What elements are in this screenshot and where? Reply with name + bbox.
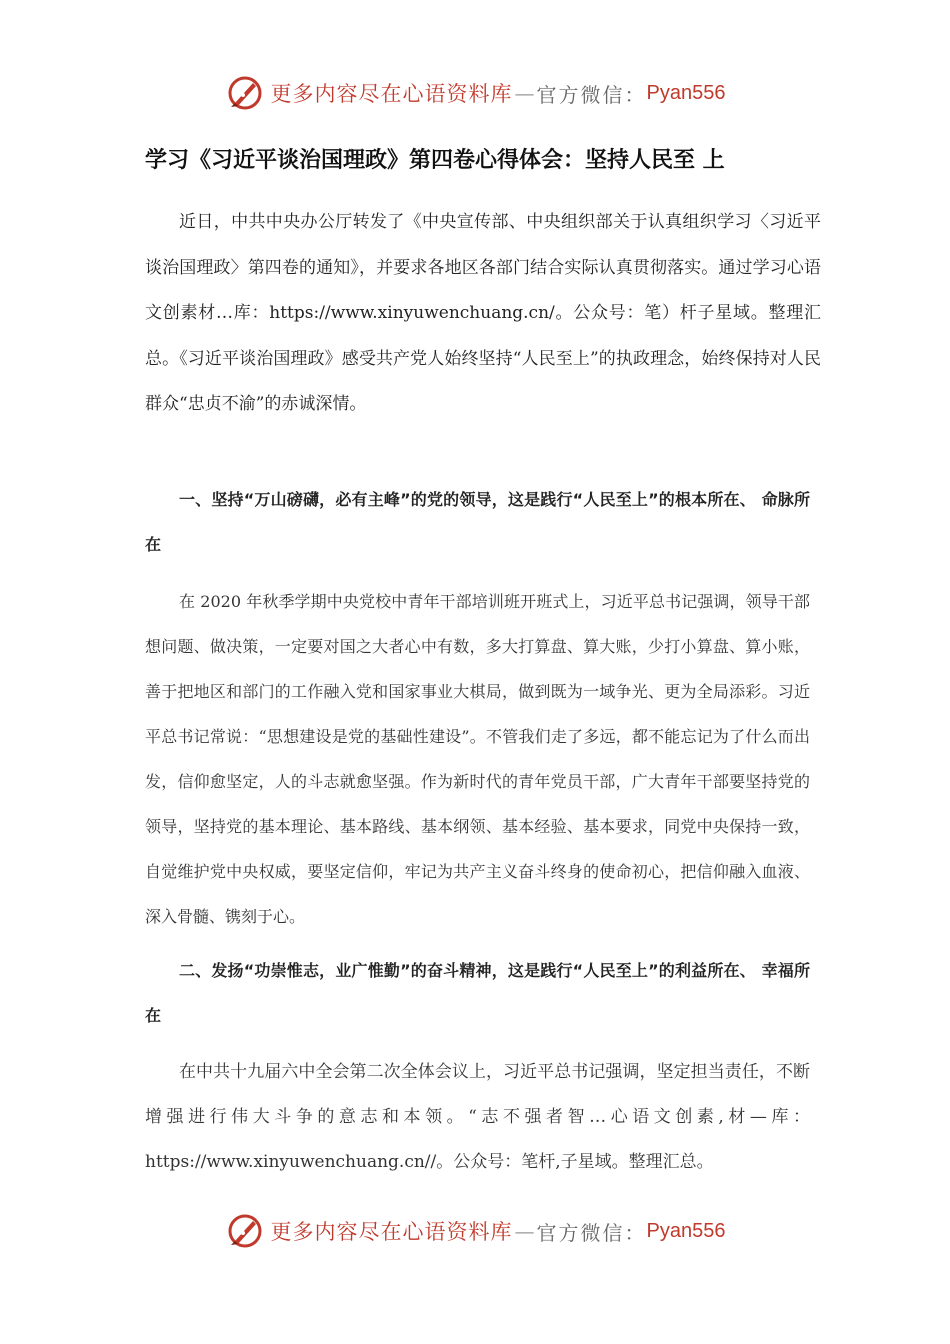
banner-wechat-label: 官方微信： [536, 82, 647, 107]
section-body-2: 在中共十九届六中全会第二次全体会议上，习近平总书记强调，坚定担当责任，不断增强进行伟大斗争的意志和本领。“志不强者智…心语文创素,材—库：https://www.xinyuwenchuang.cn//。公众号：笔杆,子星域。整理汇总。 [145, 1062, 810, 1172]
banner-wechat-id: Pyan556 [646, 1219, 726, 1242]
banner-main-text: 更多内容尽在心语资料库 [270, 1220, 513, 1244]
footer-banner [0, 1210, 950, 1252]
section-heading-1: 一、坚持“万山磅礴，必有主峰”的党的领导，这是践行“人民至上”的根本所在、 命脉所在 [145, 490, 810, 554]
banner-dash: — [514, 81, 535, 105]
section-heading-2: 二、发扬“功崇惟志，业广惟勤”的奋斗精神，这是践行“人民至上”的利益所在、 幸福所在 [145, 961, 810, 1025]
header-banner [0, 72, 950, 114]
banner-main-text: 更多内容尽在心语资料库 [270, 82, 513, 106]
footer-banner-content [225, 1211, 726, 1251]
banner-dash: — [514, 1219, 535, 1243]
banner-wechat-id: Pyan556 [646, 81, 726, 104]
pen-logo-icon [225, 1211, 265, 1251]
page-title: 学习《习近平谈治国理政》第四卷心得体会：坚持人民至 上 [145, 148, 725, 173]
header-banner-content [225, 73, 726, 113]
pen-logo-icon [225, 73, 265, 113]
intro-paragraph: 近日，中共中央办公厅转发了《中央宣传部、中央组织部关于认真组织学习〈习近平谈治国理政〉第四卷的通知》，并要求各地区各部门结合实际认真贯彻落实。通过学习心语文创素材…库：https://www.xinyuwenchuang.cn/。公众号：笔）杆子星域。整理汇总。《习近平谈治国理政》感受共产党人始终坚持“人民至上”的执政理念，始终保持对人民群众“忠贞不渝”的赤诚深情。 [145, 212, 821, 415]
section-body-1: 在 2020 年秋季学期中央党校中青年干部培训班开班式上，习近平总书记强调，领导干部想问题、做决策，一定要对国之大者心中有数，多大打算盘、算大账，少打小算盘、算小账，善于把地区和部门的工作融入党和国家事业大棋局，做到既为一域争光、更为全局添彩。习近平总书记常说：“思想建设是党的基础性建设”。不管我们走了多远，都不能忘记为了什么而出发，信仰愈坚定，人的斗志就愈坚强。作为新时代的青年党员干部，广大青年干部要坚持党的领导，坚持党的基本理论、基本路线、基本纲领、基本经验、基本要求，同党中央保持一致，自觉维护党中央权威，要坚定信仰，牢记为共产主义奋斗终身的使命初心，把信仰融入血液、深入骨髓、镌刻于心。 [145, 592, 810, 926]
banner-wechat-label: 官方微信： [536, 1220, 647, 1245]
